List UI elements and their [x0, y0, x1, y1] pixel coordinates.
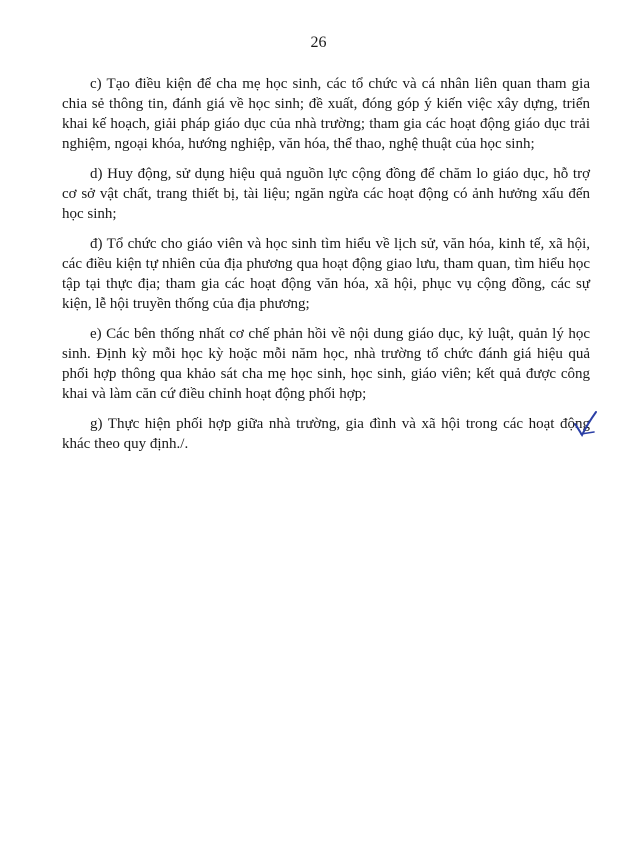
paragraph-g: g) Thực hiện phối hợp giữa nhà trường, gia đình và xã hội trong các hoạt động khác theo quy định./. [62, 416, 590, 452]
paragraph-c: c) Tạo điều kiện để cha mẹ học sinh, các tổ chức và cá nhân liên quan tham gia chia sẻ thông tin, đánh giá về học sinh; đề xuất, đóng góp ý kiến việc xây dựng, triển khai kế hoạch, giải pháp giáo dục của nhà trường; tham gia các hoạt động giáo dục trải nghiệm, ngoại khóa, hướng nghiệp, văn hóa, thể thao, nghệ thuật của học sinh; [62, 76, 590, 152]
page-number: 26 [310, 34, 327, 51]
paragraph-dd: đ) Tổ chức cho giáo viên và học sinh tìm hiểu về lịch sử, văn hóa, kinh tế, xã hội, các điều kiện tự nhiên của địa phương qua hoạt động giao lưu, tham quan, tìm hiểu học tập tại thực địa; tham gia các hoạt động văn hóa, xã hội, phục vụ cộng đồng, các sự kiện, lễ hội truyền thống của địa phương; [62, 236, 590, 312]
document-body [62, 74, 590, 464]
initial-signature-mark [572, 410, 598, 438]
paragraph-e: e) Các bên thống nhất cơ chế phản hồi về nội dung giáo dục, kỷ luật, quản lý học sinh. Định kỳ mỗi học kỳ hoặc mỗi năm học, nhà trường tổ chức đánh giá hiệu quả phối hợp thông qua khảo sát cha mẹ học sinh, học sinh, giáo viên; kết quả được công khai và làm căn cứ điều chỉnh hoạt động phối hợp; [62, 326, 590, 402]
paragraph-d: d) Huy động, sử dụng hiệu quả nguồn lực cộng đồng để chăm lo giáo dục, hỗ trợ cơ sở vật chất, trang thiết bị, tài liệu; ngăn ngừa các hoạt động có ảnh hưởng xấu đến học sinh; [62, 166, 590, 222]
